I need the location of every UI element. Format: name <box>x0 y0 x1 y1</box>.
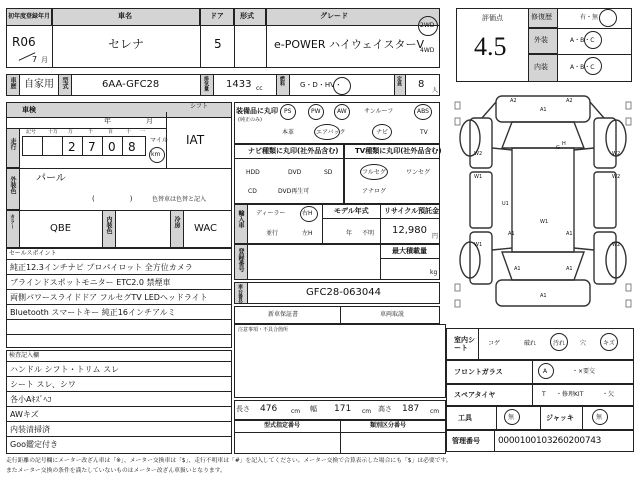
int-label: 内装色 <box>105 216 112 234</box>
drive-4wd: 4WD <box>420 47 435 54</box>
cabin-div <box>478 328 479 360</box>
cabin-item: コゲ <box>488 340 501 347</box>
type-cert: 型式指定番号 <box>264 422 301 429</box>
first-reg-value: R06 <box>12 35 36 49</box>
equip-navi: ナビ <box>376 129 389 136</box>
diag-label: A2 <box>566 98 573 104</box>
insp-line-2 <box>6 391 232 392</box>
warranty-div <box>340 306 341 324</box>
tv-title: TV種類に丸印(社外品含む) <box>355 147 442 155</box>
notes-block <box>234 324 446 398</box>
diag-label: W1 <box>540 219 549 225</box>
my-unknown: 不明 <box>362 230 375 237</box>
cabin-item: 破れ <box>524 340 537 347</box>
mg-v1 <box>62 136 63 156</box>
mgmt-value: 0000100103260200743 <box>498 436 602 446</box>
mileage-prefix: 記号 <box>26 129 37 135</box>
car-diagram <box>452 88 634 322</box>
ext-color: パール <box>36 173 66 184</box>
diag-label: W2 <box>612 174 621 180</box>
jack-none: 無 <box>596 414 603 421</box>
mile-label: マイル <box>150 137 168 144</box>
jack-div2 <box>582 406 583 430</box>
tv-full: フルセグ <box>362 169 386 176</box>
cabin-item: 穴 <box>580 340 587 347</box>
insp-year: 年 <box>104 117 111 125</box>
fuel-hv-circle <box>333 77 351 95</box>
cold-label: 冷房 <box>173 216 180 228</box>
ext-score-label: 外装 <box>534 36 548 44</box>
shift-label: シフト <box>190 103 209 110</box>
insp-line-4 <box>6 421 232 422</box>
div-v4 <box>266 8 267 68</box>
use-value: 自家用 <box>24 79 54 90</box>
fuel-value: G・D・HV・ <box>300 81 342 89</box>
max-kg: kg <box>430 269 438 276</box>
equip-airbag: エアバック <box>316 129 346 136</box>
equip-leather: 本革 <box>282 129 295 136</box>
rec-div <box>380 204 381 244</box>
shift-value: IAT <box>186 133 205 147</box>
max-div <box>380 244 381 280</box>
jack-label: ジャッキ <box>546 414 574 422</box>
navi-sd: SD <box>324 169 333 176</box>
mileage-digit: 7 <box>88 140 96 154</box>
digit-label-5: 一 <box>140 129 146 135</box>
grade-value: e-POWER ハイウェイスターV <box>274 38 424 51</box>
first-reg-month: 7 <box>32 55 38 64</box>
int-b-circle <box>584 57 602 75</box>
ext-label: 外装色 <box>9 176 16 194</box>
cap-value: 8 <box>418 79 425 90</box>
disp-value: 1433 <box>226 79 252 90</box>
insp-label: 車検 <box>22 106 36 114</box>
recycle-yen: 円 <box>432 233 439 240</box>
code-label: カラー <box>9 214 15 229</box>
serial-label: 車台番号 <box>237 284 243 304</box>
sales-line-4 <box>6 319 232 320</box>
sales-line-0 <box>6 259 232 260</box>
fuel-label: 燃料 <box>279 76 285 86</box>
diag-label: A1 <box>566 231 573 237</box>
sales-title: セールスポイント <box>9 250 57 257</box>
navi-cd: CD <box>248 188 257 195</box>
digit-label-0: 十万 <box>48 129 59 135</box>
warranty-manual: 車両取説 <box>380 311 405 318</box>
repair-label: 修復歴 <box>531 13 552 21</box>
my-label: モデル年式 <box>334 207 369 215</box>
spare-t: T <box>542 391 546 398</box>
diag-label: A1 <box>508 231 515 237</box>
warranty-block <box>234 306 440 324</box>
tools-none: 無 <box>508 414 515 421</box>
door-label: ドア <box>210 12 224 20</box>
diag-label: W2 <box>474 151 483 157</box>
digit-label-4: 十 <box>126 129 132 135</box>
navi-title: ナビ種類に丸印(社外品含む) <box>248 147 339 155</box>
sales-item: ブラインドスポットモニター ETC2.0 禁煙車 <box>10 278 171 287</box>
ext-b-circle <box>584 31 602 49</box>
digit-label-3: 百 <box>108 129 114 135</box>
door-count: 5 <box>214 37 222 51</box>
recycle-label: リサイクル預託金 <box>384 207 440 215</box>
wid-cm: cm <box>362 408 372 415</box>
inspect-item: AWキズ <box>10 410 39 419</box>
cabin-item: キズ <box>603 340 615 347</box>
insp-line-3 <box>6 406 232 407</box>
sales-line-2 <box>6 289 232 290</box>
import-left: 左H <box>302 230 313 237</box>
first-reg-month-label: 月 <box>41 56 48 64</box>
type-value: 6AA-GFC28 <box>102 79 160 90</box>
mileage-digit: 2 <box>68 140 76 154</box>
navi-title-line <box>234 158 344 159</box>
mg-v0 <box>42 136 43 156</box>
diag-label: U1 <box>502 201 509 207</box>
max-line <box>380 258 440 259</box>
recycle-value: 12,980 <box>392 225 427 236</box>
glass-div <box>532 360 533 384</box>
class-no: 類別区分番号 <box>370 422 407 429</box>
inspect-item: ハンドル シフト・トリム スレ <box>10 365 120 374</box>
navi-dvdplay: DVD再生可 <box>278 188 310 195</box>
div-v2 <box>200 8 201 68</box>
footer-line-2: またメーター交換の条件を満たしていないものはメーター改ざん車扱いとなります。 <box>6 468 226 474</box>
name-label: 車名 <box>118 12 132 20</box>
diag-label: G <box>556 145 560 151</box>
inspect-item: Goo鑑定付き <box>10 440 58 449</box>
disp-label: 排気量 <box>203 76 209 91</box>
cabin-label: 室内シート <box>454 336 475 353</box>
tools-label: 工具 <box>458 414 472 422</box>
tv-analog: アナログ <box>362 188 387 195</box>
diag-label: W2 <box>612 242 621 248</box>
my-year: 年 <box>346 230 353 237</box>
grade-label: グレード <box>320 12 348 20</box>
equip-aw: AW <box>337 108 347 115</box>
cold-value: WAC <box>194 223 217 234</box>
sales-item: 純正12.3インチナビ プロパイロット 全方位カメラ <box>10 263 193 272</box>
my-line <box>322 218 440 219</box>
repair-value: 有・無 <box>580 14 599 21</box>
ext-score-value: A・B・C <box>570 37 595 44</box>
len-cm: cm <box>291 408 301 415</box>
diag-label: H <box>562 141 566 147</box>
spare-div <box>532 384 533 406</box>
cap-unit: 人 <box>432 87 439 94</box>
equip-abs: ABS <box>417 108 429 115</box>
sales-item: Bluetooth スマートキー 純正16インチアルミ <box>10 308 176 317</box>
tools-div <box>496 406 497 430</box>
insp-line-1 <box>6 376 232 377</box>
digit-label-1: 万 <box>68 129 74 135</box>
spare-label: スペアタイヤ <box>454 391 496 399</box>
car-name: セレナ <box>108 37 145 51</box>
div-v1 <box>52 8 53 68</box>
warranty-new: 新車保証書 <box>268 311 299 318</box>
hgt-cm: cm <box>430 408 440 415</box>
inspect-item: 内装清掃済 <box>10 425 50 434</box>
cabin-item: 汚れ <box>553 340 566 347</box>
serial-value: GFC28-063044 <box>306 287 381 298</box>
diag-label: A1 <box>566 266 573 272</box>
drive-2wd: 2WD <box>420 22 435 29</box>
ext-paren: ( ) <box>92 195 133 203</box>
insp-line-5 <box>6 436 232 437</box>
diag-label: A1 <box>540 107 547 113</box>
max-label: 最大積載量 <box>392 247 427 255</box>
import-right: 右H <box>302 210 313 217</box>
equip-title: 装備品に丸印 <box>236 107 278 115</box>
model-label: 形式 <box>240 12 254 20</box>
cert-line <box>234 432 446 433</box>
run-label: 走行 <box>9 138 16 150</box>
wid-value: 171 <box>334 404 352 414</box>
diag-label: A1 <box>540 293 547 299</box>
diag-label: W2 <box>612 151 621 157</box>
cert-div <box>340 420 341 454</box>
mg-v4 <box>122 136 123 156</box>
type-label: 型式 <box>61 77 68 89</box>
inspect-title: 検査記入欄 <box>9 352 40 359</box>
code-line <box>6 210 232 211</box>
int-score-value: A・B・C <box>570 64 595 71</box>
equip-tv: TV <box>420 129 428 136</box>
import-dealer: ディーラー <box>256 210 286 217</box>
sales-item: 両側パワースライドドア フルセグTV LEDヘッドライト <box>10 293 208 302</box>
repair-none-circle <box>599 9 617 27</box>
first-reg-label: 初年度登録年月 <box>8 13 51 20</box>
import-parallel: 並行 <box>266 230 279 237</box>
cap-label: 定員 <box>396 76 402 86</box>
diag-label: W1 <box>474 242 483 248</box>
notes-title: 注意事項・不具合箇所 <box>238 327 289 333</box>
km-label: km <box>151 151 161 158</box>
insp-line-0 <box>6 361 232 362</box>
glass-x: ・×要交 <box>572 368 596 375</box>
imp-div <box>322 204 323 244</box>
glass-a: A <box>543 368 548 375</box>
grade-header <box>266 8 440 26</box>
mg-v3 <box>102 136 103 156</box>
spare-none: ・欠 <box>602 391 615 398</box>
diag-label: W1 <box>474 174 483 180</box>
diag-label: A1 <box>514 266 521 272</box>
glass-label: フロントガラス <box>454 368 503 376</box>
len-label: 長さ <box>236 405 250 413</box>
sales-line-5 <box>6 334 232 335</box>
code-value: QBE <box>50 223 72 234</box>
sales-line-3 <box>6 304 232 305</box>
inspect-item: 各小Aｷｽﾞﾍｺ <box>10 395 52 404</box>
import-label: 輸入車 <box>237 210 244 228</box>
inspect-item: シート スレ、シワ <box>10 380 76 389</box>
diag-label: A2 <box>510 98 517 104</box>
disp-cc: cc <box>256 85 263 92</box>
spare-kit: ・修理KIT <box>556 391 584 398</box>
mgmt-div <box>494 430 495 452</box>
footer-line-1: 走行距離の記号欄にメーター改ざん車は「※」、メーター交換車は「$」、走行不明車は「#」を記入してください。メーター交換で合算表示した場合にも「$」は必要です。 <box>6 458 452 464</box>
mg-v2 <box>82 136 83 156</box>
equip-pw: PW <box>311 108 321 115</box>
use-label: 車歴 <box>9 77 16 89</box>
int-score-label: 内装 <box>534 63 548 71</box>
mileage-digit: 8 <box>128 140 136 154</box>
score-value: 4.5 <box>474 32 507 61</box>
hgt-label: 高さ <box>378 405 392 413</box>
wid-label: 幅 <box>310 405 317 413</box>
sales-line-1 <box>6 274 232 275</box>
equip-ps: PS <box>284 108 292 115</box>
mgmt-label: 管理番号 <box>452 437 480 445</box>
navi-hdd: HDD <box>246 169 260 176</box>
reg-label: 登録番号 <box>237 248 244 272</box>
equip-sunroof: サンルーフ <box>364 108 394 115</box>
ext-note: 色替車は色替と記入 <box>152 196 207 203</box>
digit-label-2: 千 <box>88 129 94 135</box>
len-value: 476 <box>260 404 278 414</box>
jack-div <box>540 406 541 430</box>
equip-sub: (純正のみ) <box>238 117 262 123</box>
tv-one: ワンセグ <box>406 169 431 176</box>
div-v3 <box>234 8 235 68</box>
mileage-digit: 0 <box>108 140 116 154</box>
hgt-value: 187 <box>402 404 420 414</box>
insp-month: 月 <box>146 117 153 125</box>
navi-dvd: DVD <box>288 169 302 176</box>
ext-line <box>6 168 232 169</box>
tv-title-line <box>344 158 440 159</box>
score-label: 評価点 <box>482 14 503 22</box>
